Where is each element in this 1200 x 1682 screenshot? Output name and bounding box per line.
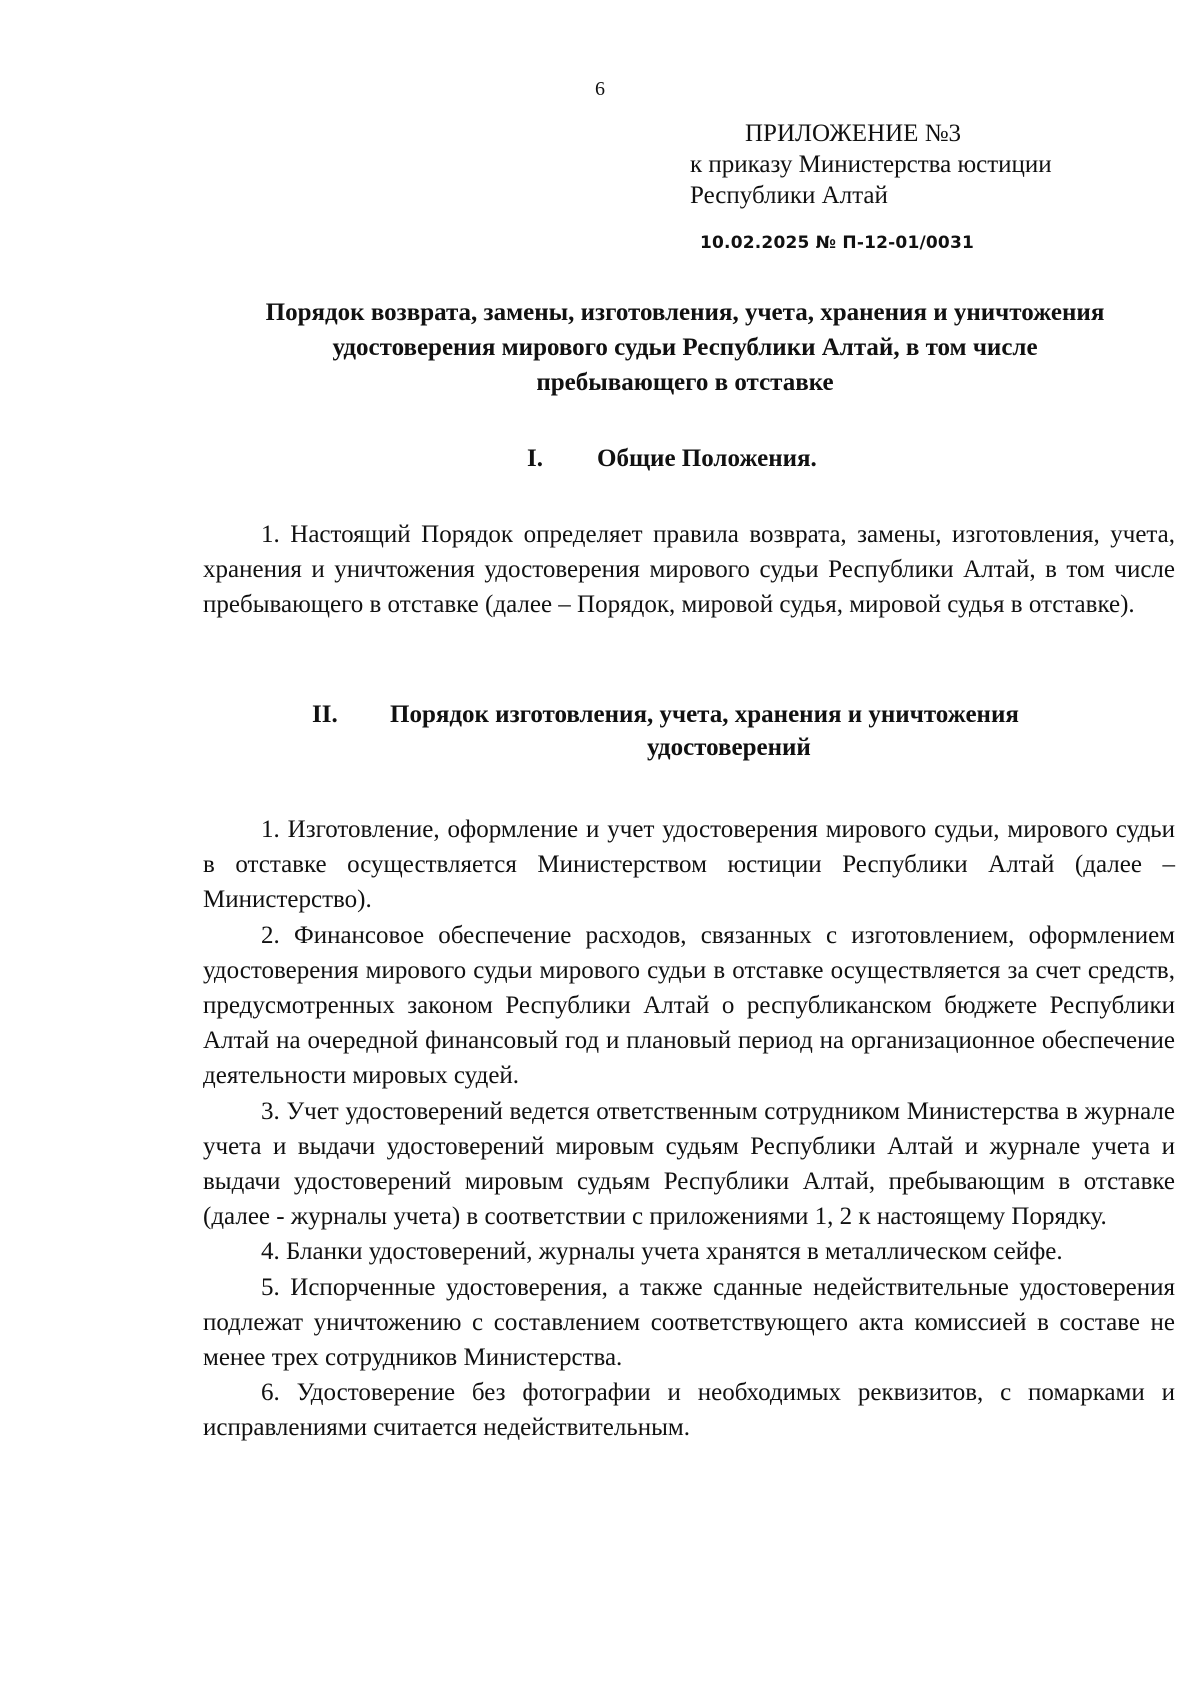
document-reference: 10.02.2025 № П-12-01/0031 xyxy=(700,233,975,253)
section-2-paragraph-3: 3. Учет удостоверений ведется ответственным сотрудником Министерства в журнале учета и выдачи удостоверений мировым судьям Республики Алтай и журнале учета и выдачи удостоверений мировым судьям Республики Алтай, пребывающим в отставке (далее - журналы учета) в соответствии с приложениями 1, 2 к настоящему Порядку. xyxy=(203,1097,1175,1231)
section-1-paragraph-1: 1. Настоящий Порядок определяет правила возврата, замены, изготовления, учета, хранения и уничтожения удостоверения мирового судьи Республики Алтай, в том числе пребывающего в отставке (далее – Порядок, мировой судья, мировой судья в отставке). xyxy=(203,521,1175,619)
appendix-title: ПРИЛОЖЕНИЕ №3 xyxy=(745,120,962,147)
section-2-number: II. xyxy=(312,701,338,728)
section-2-body xyxy=(203,812,1175,1446)
section-2-heading xyxy=(312,698,1182,764)
section-1-body xyxy=(203,517,1175,623)
section-2-title-line-1: Порядок изготовления, учета, хранения и уничтожения xyxy=(390,701,1019,728)
document-title-line-3: пребывающего в отставке xyxy=(536,369,834,396)
page-number: 6 xyxy=(595,78,605,100)
section-2-paragraph-4: 4. Бланки удостоверений, журналы учета хранятся в металлическом сейфе. xyxy=(261,1238,1063,1266)
appendix-order-line: к приказу Министерства юстиции xyxy=(690,151,1052,178)
section-2-paragraph-6: 6. Удостоверение без фотографии и необходимых реквизитов, с помарками и исправлениями считается недействительным. xyxy=(203,1379,1175,1442)
section-2-paragraph-1: 1. Изготовление, оформление и учет удостоверения мирового судьи, мирового судьи в отставке осуществляется Министерством юстиции Республики Алтай (далее – Министерство). xyxy=(203,816,1175,914)
section-1-heading xyxy=(527,442,1177,475)
section-2-paragraph-2: 2. Финансовое обеспечение расходов, связанных с изготовлением, оформлением удостоверения мирового судьи мирового судьи в отставке осуществляется за счет средств, предусмотренных законом Республики Алтай о республиканском бюджете Республики Алтай на очередной финансовый год и плановый период на организационное обеспечение деятельности мировых судей. xyxy=(203,921,1175,1090)
section-1-number: I. xyxy=(527,445,543,472)
appendix-republic-line: Республики Алтай xyxy=(690,182,888,209)
section-1-title: Общие Положения. xyxy=(597,445,817,472)
section-2-title-line-2: удостоверений xyxy=(647,734,811,761)
section-2-paragraph-5: 5. Испорченные удостоверения, а также сданные недействительные удостоверения подлежат уничтожению с составлением соответствующего акта комиссией в составе не менее трех сотрудников Министерства. xyxy=(203,1273,1175,1372)
appendix-header xyxy=(690,118,1160,211)
document-title-line-2: удостоверения мирового судьи Республики Алтай, в том числе xyxy=(332,334,1038,361)
document-title-line-1: Порядок возврата, замены, изготовления, учета, хранения и уничтожения xyxy=(265,299,1105,326)
document-title xyxy=(190,295,1180,400)
